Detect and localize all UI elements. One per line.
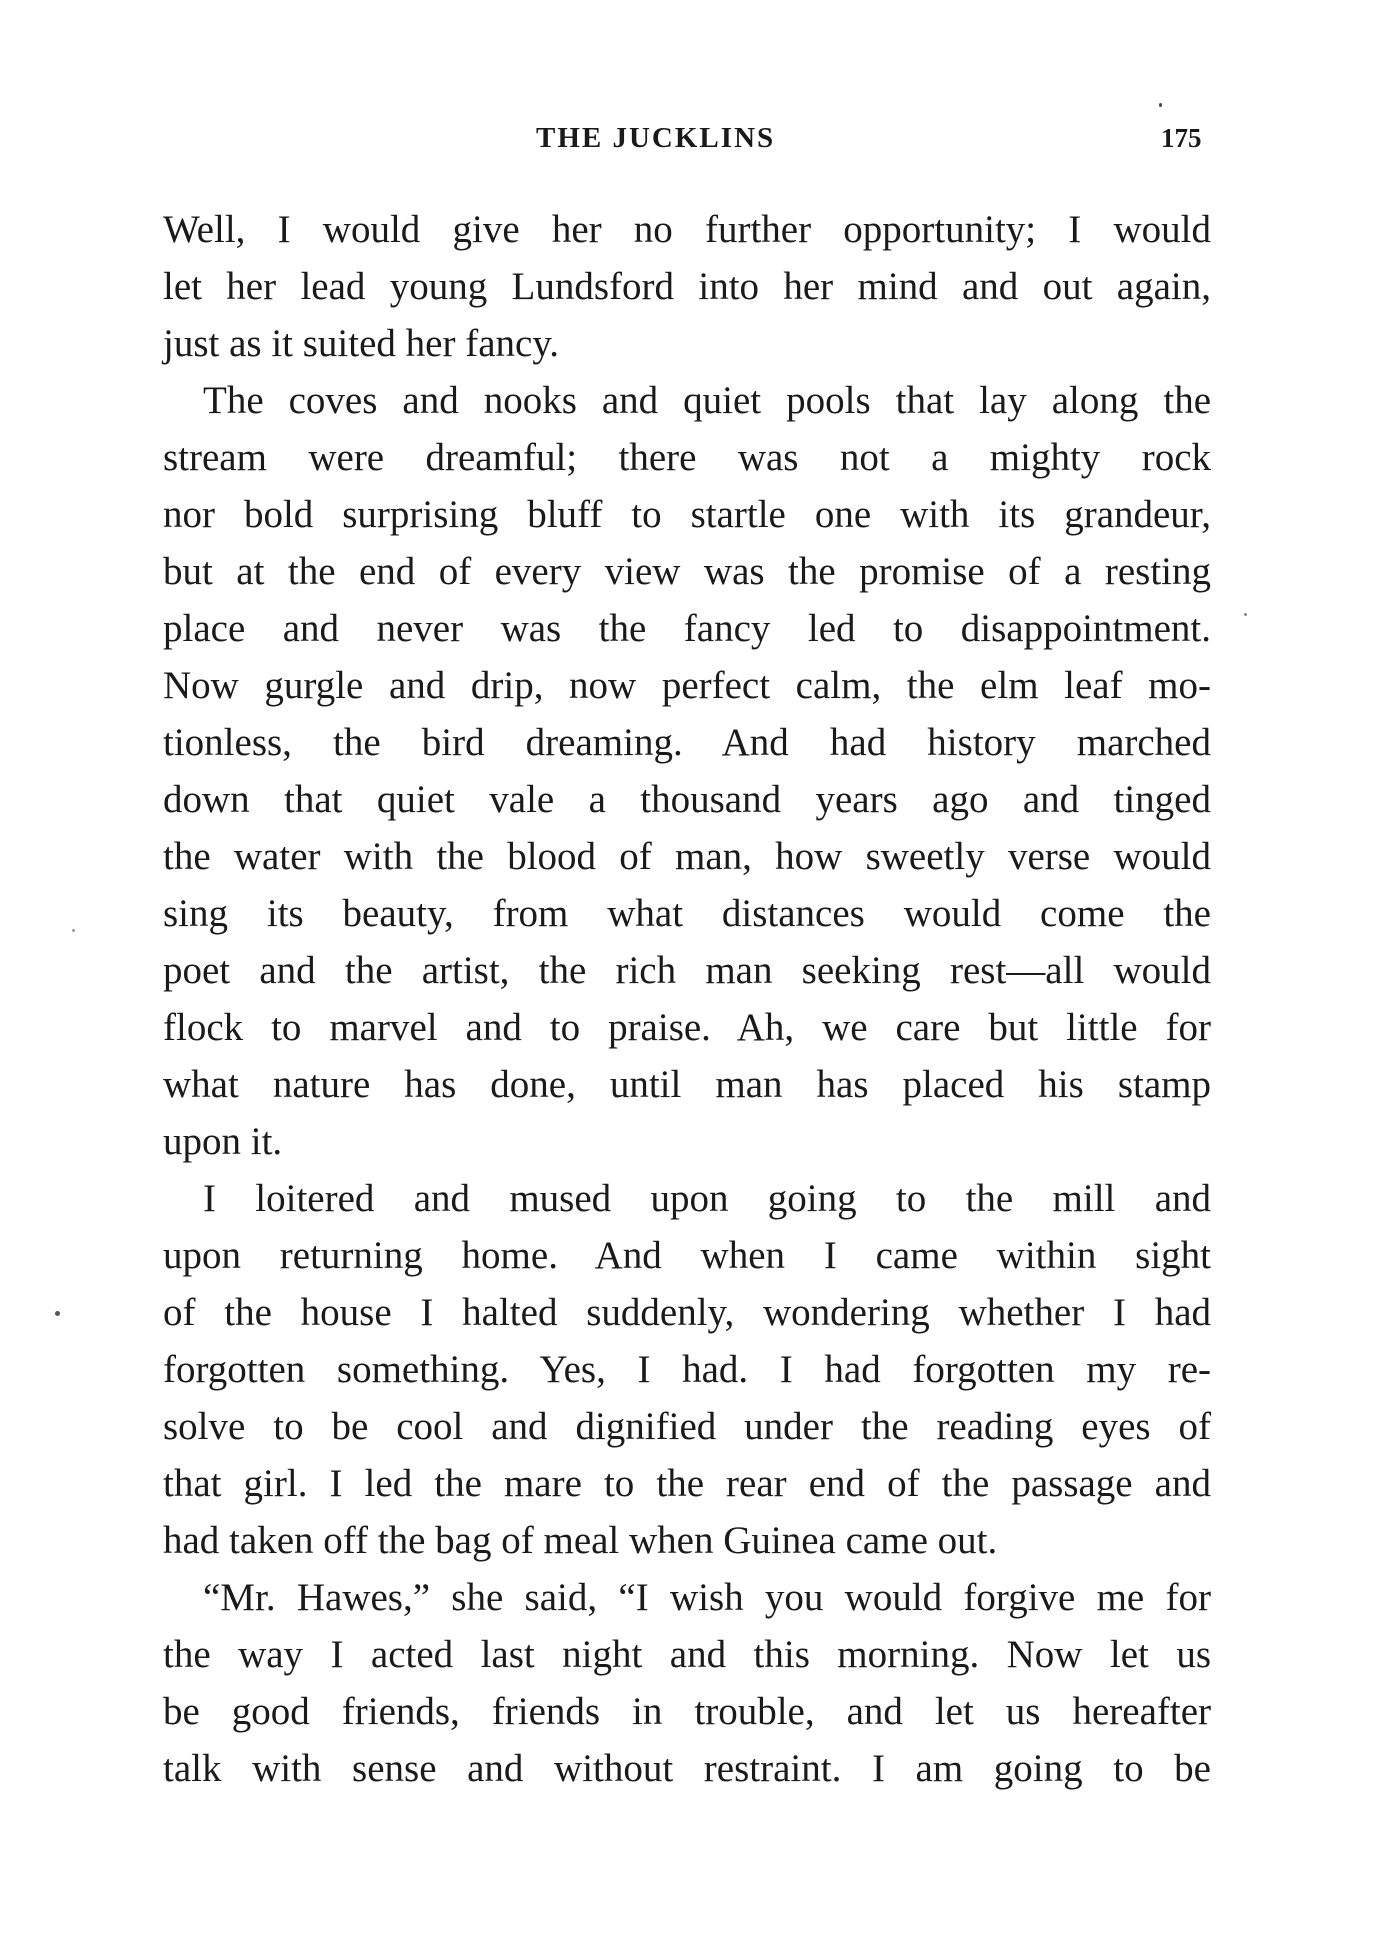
text-line: “Mr. Hawes,” she said, “I wish you would forgive me for [203,1576,1211,1619]
text-line: poet and the artist, the rich man seeking rest—all would [163,949,1211,992]
text-line: the water with the blood of man, how sweetly verse would [163,835,1211,878]
text-line: sing its beauty, from what distances would come the [163,892,1211,935]
scan-speck [1244,613,1247,616]
paragraph-3 [163,1170,1211,1569]
text-line: upon it. [163,1120,283,1163]
scan-speck [55,1311,60,1316]
text-line: of the house I halted suddenly, wondering whether I had [163,1291,1211,1334]
text-line: place and never was the fancy led to disappointment. [163,607,1211,650]
text-line: be good friends, friends in trouble, and let us hereafter [163,1690,1211,1733]
paragraph-1 [163,201,1211,372]
paragraph-4 [163,1569,1211,1797]
text-line: solve to be cool and dignified under the reading eyes of [163,1405,1211,1448]
text-line: forgotten something. Yes, I had. I had forgotten my re- [163,1348,1211,1391]
text-line: I loitered and mused upon going to the mill and [203,1177,1211,1220]
text-line: the way I acted last night and this morning. Now let us [163,1633,1211,1676]
paragraph-2 [163,372,1211,1170]
scan-speck [1159,103,1162,107]
text-line: Now gurgle and drip, now perfect calm, the elm leaf mo- [163,664,1211,707]
text-line: upon returning home. And when I came within sight [163,1234,1211,1277]
running-header [0,118,1374,158]
text-line: let her lead young Lundsford into her mind and out again, [163,265,1211,308]
page-number: 175 [1161,123,1202,153]
scan-speck [72,929,75,932]
text-line: The coves and nooks and quiet pools that lay along the [203,379,1211,422]
text-line: talk with sense and without restraint. I am going to be [163,1747,1211,1790]
text-line: down that quiet vale a thousand years ago and tinged [163,778,1211,821]
text-line: but at the end of every view was the promise of a resting [163,550,1211,593]
text-line: had taken off the bag of meal when Guinea came out. [163,1519,998,1562]
running-title: THE JUCKLINS [536,122,776,154]
text-line: stream were dreamful; there was not a mighty rock [163,436,1211,479]
text-line: flock to marvel and to praise. Ah, we care but little for [163,1006,1211,1049]
text-line: Well, I would give her no further opportunity; I would [163,208,1211,251]
text-line: what nature has done, until man has placed his stamp [163,1063,1211,1106]
text-line: just as it suited her fancy. [163,322,560,365]
body-text [163,201,1211,1797]
text-line: nor bold surprising bluff to startle one with its grandeur, [163,493,1211,536]
text-line: tionless, the bird dreaming. And had history marched [163,721,1211,764]
text-line: that girl. I led the mare to the rear end of the passage and [163,1462,1211,1505]
